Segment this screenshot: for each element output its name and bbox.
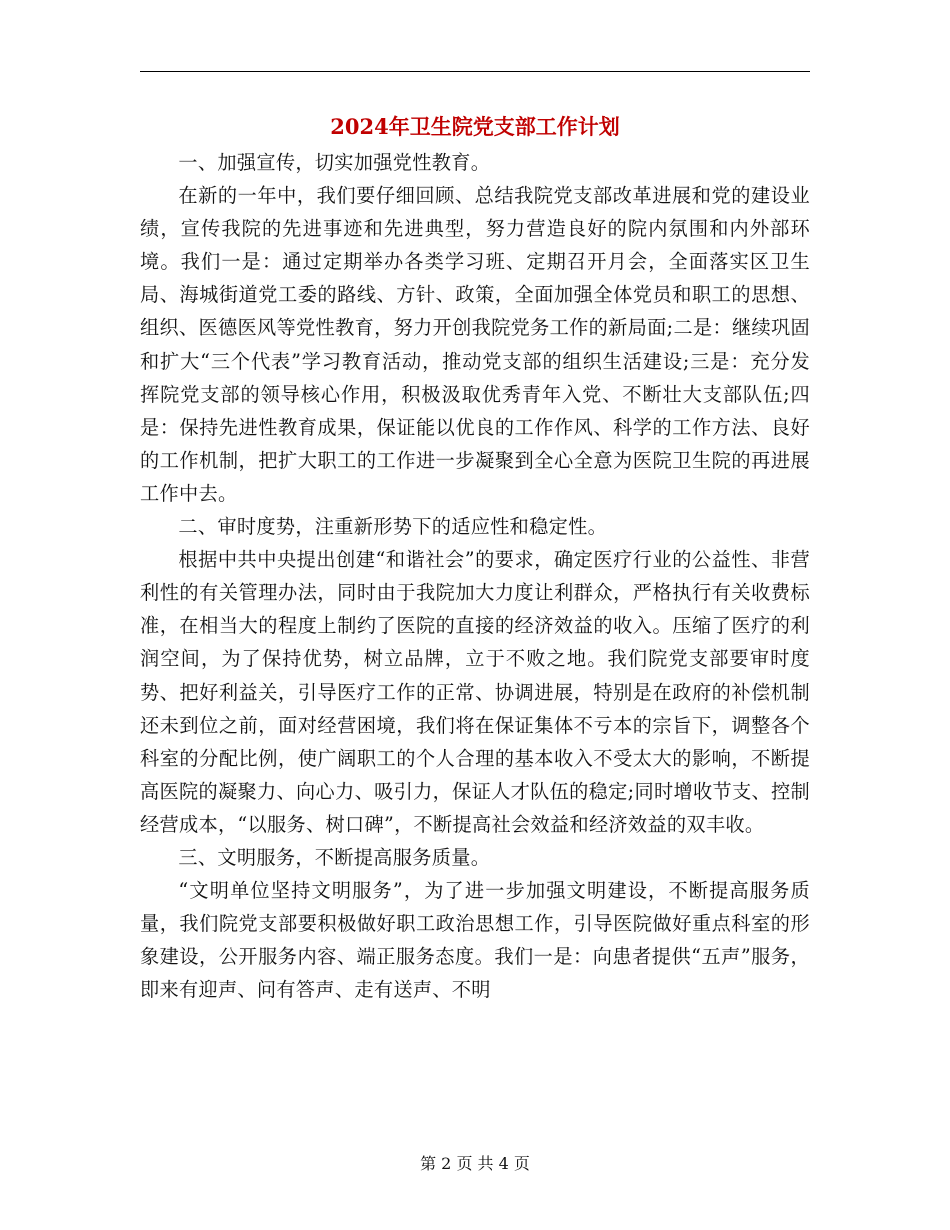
page-number-footer: 第 2 页 共 4 页 [420, 1154, 530, 1173]
body-paragraph-1: 在新的一年中，我们要仔细回顾、总结我院党支部改革进展和党的建设业绩，宣传我院的先进事迹和先进典型，努力营造良好的院内氛围和内外部环境。我们一是：通过定期举办各类学习班、定期召开月会，全面落实区卫生局、海城街道党工委的路线、方针、政策，全面加强全体党员和职工的思想、组织、医德医风等党性教育，努力开创我院党务工作的新局面;二是：继续巩固和扩大“三个代表”学习教育活动，推动党支部的组织生活建设;三是：充分发挥院党支部的领导核心作用，积极汲取优秀青年入党、不断壮大支部队伍;四是：保持先进性教育成果，保证能以优良的工作作风、科学的工作方法、良好的工作机制，把扩大职工的工作进一步凝聚到全心全意为医院卫生院的再进展工作中去。 [140, 184, 810, 505]
section-heading-2: 二、审时度势，注重新形势下的适应性和稳定性。 [178, 515, 608, 539]
document-title: 2024年卫生院党支部工作计划 [330, 114, 620, 139]
section-heading-1: 一、加强宣传，切实加强党性教育。 [178, 151, 491, 174]
document-body [140, 146, 810, 1006]
header-rule [140, 71, 810, 72]
body-paragraph-3: “文明单位坚持文明服务”，为了进一步加强文明建设，不断提高服务质量，我们院党支部要积极做好职工政治思想工作，引导医院做好重点科室的形象建设，公开服务内容、端正服务态度。我们一是：向患者提供“五声”服务，即来有迎声、问有答声、走有送声、不明 [140, 879, 810, 1002]
section-heading-3: 三、文明服务，不断提高服务质量。 [178, 845, 491, 869]
body-paragraph-2: 根据中共中央提出创建“和谐社会”的要求，确定医疗行业的公益性、非营利性的有关管理办法，同时由于我院加大力度让利群众，严格执行有关收费标准，在相当大的程度上制约了医院的直接的经济效益的收入。压缩了医疗的利润空间，为了保持优势，树立品牌，立于不败之地。我们院党支部要审时度势、把好利益关，引导医疗工作的正常、协调进展，特别是在政府的补偿机制还未到位之前，面对经营困境，我们将在保证集体不亏本的宗旨下，调整各个科室的分配比例，使广阔职工的个人合理的基本收入不受太大的影响，不断提高医院的凝聚力、向心力、吸引力，保证人才队伍的稳定;同时增收节支、控制经营成本，“以服务、树口碑”，不断提高社会效益和经济效益的双丰收。 [140, 548, 810, 836]
